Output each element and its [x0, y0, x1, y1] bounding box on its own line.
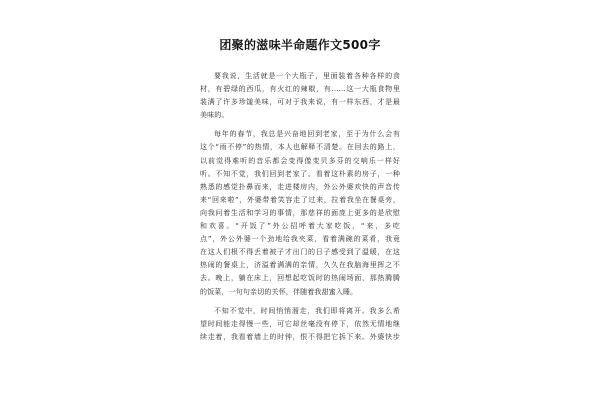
text-line: 熟悉的感觉扑鼻而来，走进楼房内，外公外婆欢快的声音传: [200, 182, 400, 191]
text-line: 要我说，生活就是一个大瓶子，里面装着各种各样的食: [214, 72, 400, 80]
document-title: 团聚的滋味半命题作文500字: [219, 38, 381, 52]
document-body: [200, 70, 400, 350]
text-line: 这个“雨不停”的热情，本人也解释不清楚。在回去的路上，: [200, 143, 400, 152]
paragraph-1: [200, 70, 400, 122]
paragraph-2: [200, 128, 400, 298]
text-line: 向我问着生活和学习的事情，那慈祥的面庞上更多的是欣慰: [200, 208, 400, 217]
text-line: 每年的春节，我总是兴奋地回到老家，至于为什么会有: [214, 130, 400, 139]
text-line: 不知不觉中，时间悄悄溜走，我们即将离开。我多么希: [214, 306, 400, 315]
text-line: 在这人们根不得丢着被子才出门的日子感受到了温暖，在这: [200, 248, 400, 257]
text-line: 望时间能走得慢一些，可它却丝毫没有停下，依然无情地继: [200, 319, 400, 328]
text-line: 点”，外公外婆一个劲地给我夹菜，看着满碗的菜肴，我竟: [200, 235, 400, 244]
text-line: 热闹的餐桌上，济溢着满满的亲情，久久在我脑海里挥之不: [200, 261, 400, 270]
text-line: 听。不知不觉，我们回到老家了。看着这朴素的房子，一种: [200, 169, 400, 178]
text-line: 和欢喜。“开饭了”外公招呼着大家吃饭，“来，多吃: [200, 222, 400, 231]
paragraph-3: [200, 305, 400, 344]
text-line: 材，有碧绿的西瓜，有火红的辣椒，有……这一大瓶食物里: [200, 85, 400, 94]
text-line: 去。晚上，躺在床上，回想起吃饭时的热闹场面，那热腾腾: [200, 274, 400, 283]
text-line: 续走着，我看着墙上的时钟，恨不得把它拆下来。外婆快步: [200, 332, 400, 341]
text-line: 的饭菜，一句句亲切的关怀，伴随着我甜蜜入睡。: [200, 287, 358, 296]
text-line: 来“回来啦”，外婆带着笑容走了过来，拉着我坐在餐桌旁，: [200, 195, 400, 204]
text-line: 美味的。: [200, 111, 229, 120]
text-line: 以前觉得难听的音乐都会变得像变贝多芬的交响乐一样好: [200, 156, 400, 165]
text-line: 装满了许多珍馐美味，可对于我来说，有一样东西，才是最: [200, 98, 400, 107]
